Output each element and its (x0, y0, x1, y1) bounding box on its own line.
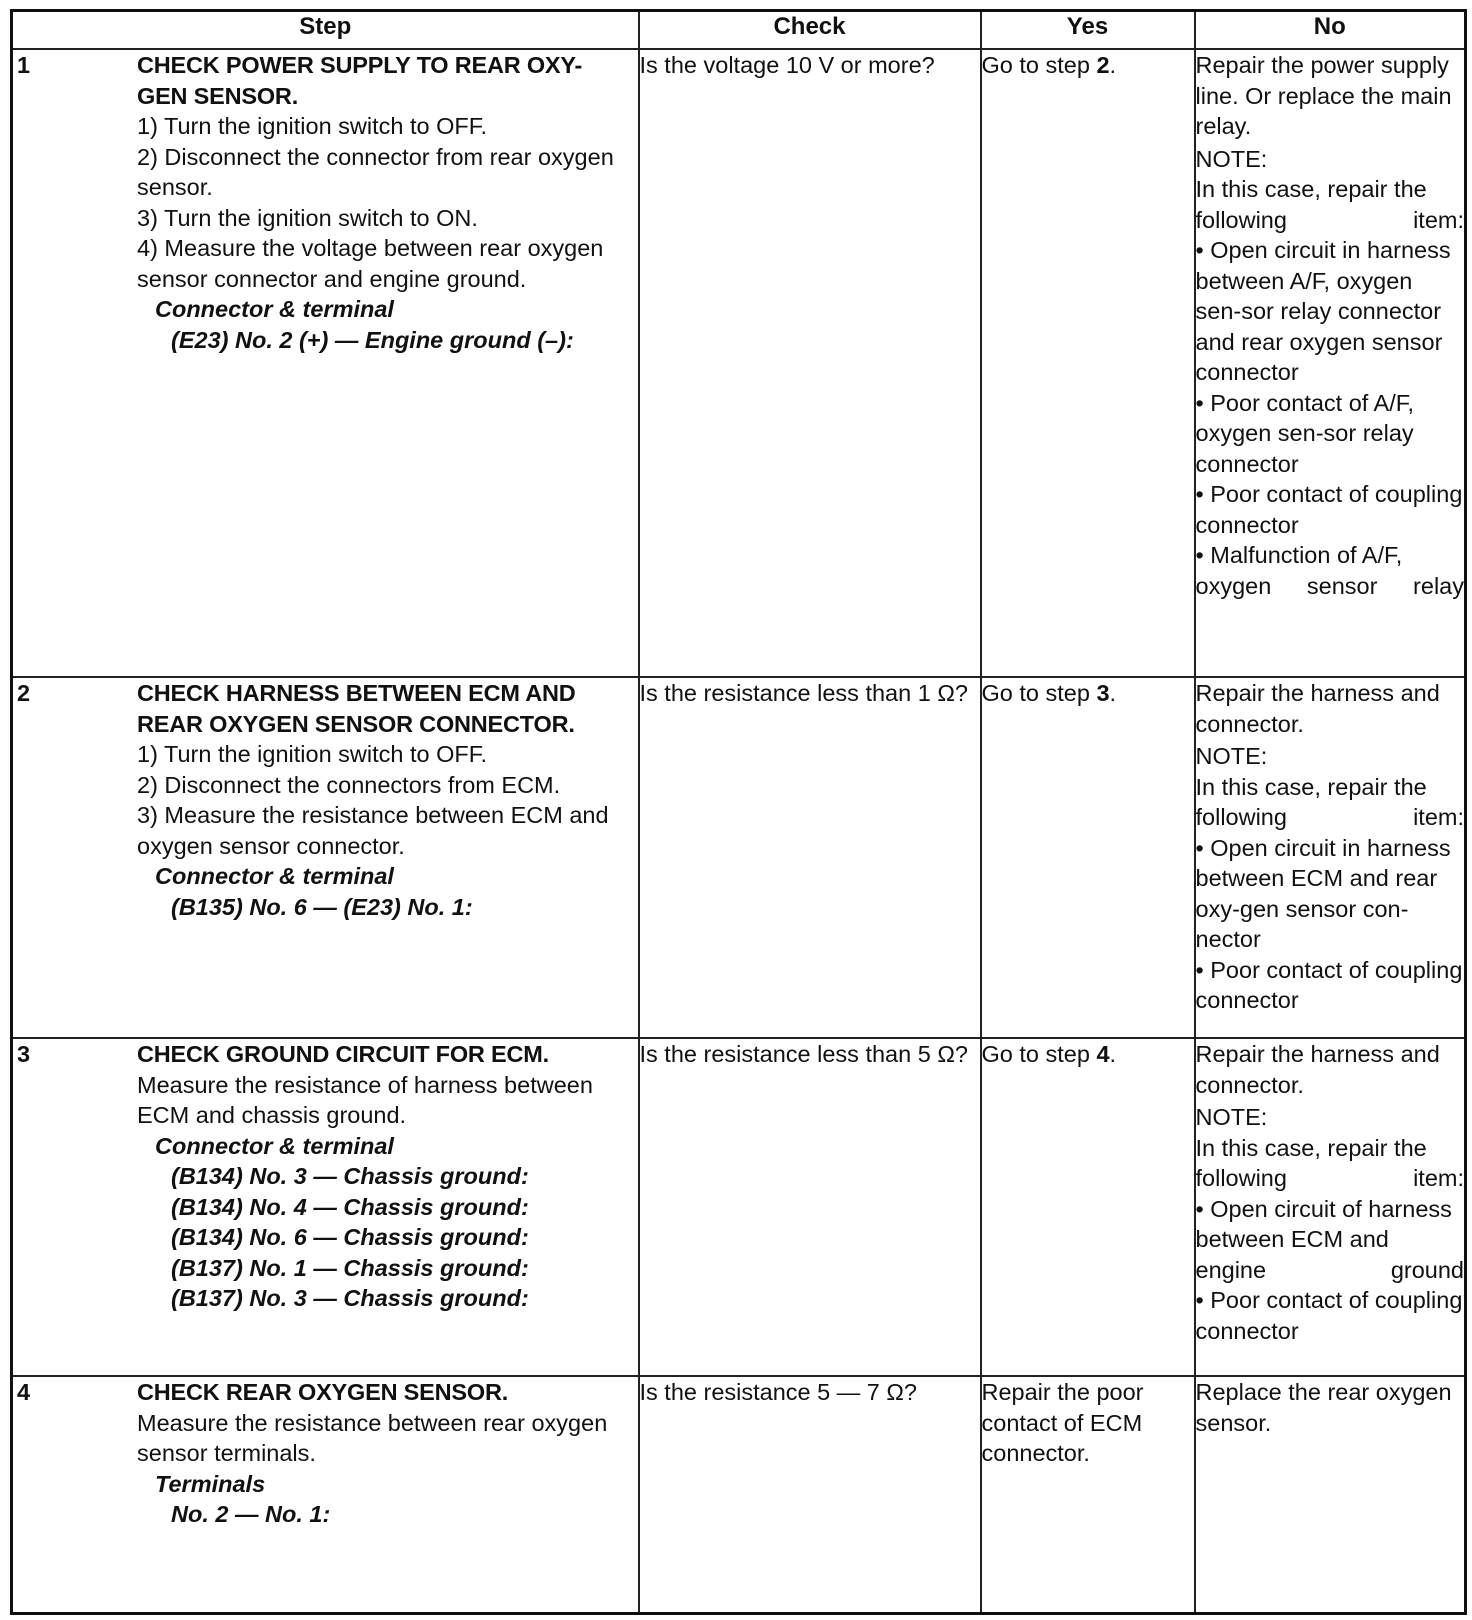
terminal-spec: No. 2 — No. 1: (171, 1501, 331, 1527)
step-instruction: Measure the resistance of harness between ECM and chassis ground. (137, 1071, 593, 1128)
yes-cell (981, 677, 1195, 1038)
note-intro: In this case, repair the following item: (1195, 1134, 1464, 1191)
terminal-label: Connector & terminal (155, 296, 394, 322)
yes-step: 4 (1096, 1041, 1110, 1067)
step-number: 3 (17, 1041, 31, 1067)
note-label: NOTE: (1195, 743, 1268, 769)
yes-prefix: Go to step (981, 680, 1097, 706)
note-intro: In this case, repair the following item: (1195, 773, 1464, 830)
yes-suffix: . (1109, 680, 1117, 706)
step-instruction: 2) Disconnect the connectors from ECM. (137, 771, 561, 798)
no-action: Repair the power supply line. Or replace the main relay. (1195, 52, 1452, 139)
check-cell: Is the resistance less than 5 Ω? (639, 1038, 981, 1376)
step-cell (12, 677, 639, 1038)
no-cell (1195, 677, 1466, 1038)
note-item: • Open circuit in harness between ECM and rear oxy-gen sensor con-nector (1195, 834, 1451, 952)
yes-prefix: Go to step (981, 1041, 1097, 1067)
check-cell: Is the resistance less than 1 Ω? (639, 677, 981, 1038)
step-number: 4 (17, 1379, 31, 1405)
note-item: • Poor contact of A/F, oxygen sen-sor relay connector (1195, 389, 1415, 477)
step-cell (12, 1038, 639, 1376)
yes-suffix: . (1109, 1041, 1117, 1067)
yes-step: 2 (1096, 52, 1110, 78)
note-item: • Open circuit in harness between A/F, oxygen sen-sor relay connector and rear oxygen sensor connector (1195, 237, 1451, 385)
terminal-spec: (B137) No. 1 — Chassis ground: (171, 1254, 529, 1281)
yes-cell (981, 49, 1195, 677)
header-row (12, 11, 1466, 50)
step-instruction: 2) Disconnect the connector from rear oxygen sensor. (137, 143, 614, 200)
note-label: NOTE: (1195, 1104, 1268, 1130)
no-action: Replace the rear oxygen sensor. (1195, 1379, 1452, 1436)
header-check: Check (639, 11, 981, 50)
header-step: Step (12, 11, 639, 50)
terminal-label: Connector & terminal (155, 1132, 394, 1159)
step-instruction: Measure the resistance between rear oxygen sensor terminals. (137, 1409, 608, 1466)
step-title: CHECK POWER SUPPLY TO REAR OXY- (137, 52, 583, 78)
no-cell (1195, 49, 1466, 677)
header-no: No (1195, 11, 1466, 50)
no-cell (1195, 1376, 1466, 1614)
yes-cell: Repair the poor contact of ECM connector. (981, 1376, 1195, 1614)
terminal-spec: (B135) No. 6 — (E23) No. 1: (171, 893, 473, 920)
step-title: CHECK HARNESS BETWEEN ECM AND (137, 680, 576, 706)
terminal-spec: (B134) No. 6 — Chassis ground: (171, 1224, 529, 1250)
terminal-spec: (B134) No. 3 — Chassis ground: (171, 1163, 529, 1189)
terminal-label: Terminals (155, 1470, 266, 1497)
step-instruction: 3) Turn the ignition switch to ON. (137, 204, 478, 231)
check-cell: Is the resistance 5 — 7 Ω? (639, 1376, 981, 1614)
note-item: • Poor contact of coupling connector (1195, 956, 1463, 1013)
no-cell (1195, 1038, 1466, 1376)
header-yes: Yes (981, 11, 1195, 50)
note-item: • Open circuit of harness between ECM and engine ground (1195, 1195, 1464, 1283)
step-instruction: 1) Turn the ignition switch to OFF. (137, 741, 488, 767)
step-number: 1 (17, 52, 31, 78)
no-action: Repair the harness and connector. (1195, 680, 1440, 737)
yes-cell (981, 1038, 1195, 1376)
yes-step: 3 (1096, 680, 1110, 706)
terminal-spec: (E23) No. 2 (+) — Engine ground (–): (171, 326, 574, 353)
note-item: • Poor contact of coupling connector (1195, 481, 1463, 538)
note-item: • Malfunction of A/F, oxygen sensor relay (1195, 542, 1464, 599)
step-instruction: 3) Measure the resistance between ECM and oxygen sensor connector. (137, 802, 609, 859)
step-cell (12, 49, 639, 677)
step-cell (12, 1376, 639, 1614)
note-item: • Poor contact of coupling connector (1195, 1287, 1463, 1344)
yes-prefix: Go to step (981, 52, 1097, 78)
terminal-spec: (B134) No. 4 — Chassis ground: (171, 1193, 529, 1220)
step-title: REAR OXYGEN SENSOR CONNECTOR. (137, 710, 575, 737)
step-title: GEN SENSOR. (137, 82, 299, 109)
table-row (12, 1376, 1466, 1614)
step-instruction: 4) Measure the voltage between rear oxygen sensor connector and engine ground. (137, 235, 604, 292)
check-cell: Is the voltage 10 V or more? (639, 49, 981, 677)
step-title: CHECK GROUND CIRCUIT FOR ECM. (137, 1041, 549, 1067)
yes-suffix: . (1109, 52, 1117, 78)
note-intro: In this case, repair the following item: (1195, 176, 1464, 233)
note-label: NOTE: (1195, 145, 1268, 172)
step-instruction: 1) Turn the ignition switch to OFF. (137, 113, 488, 139)
terminal-spec: (B137) No. 3 — Chassis ground: (171, 1285, 529, 1311)
table-row (12, 677, 1466, 1038)
step-number: 2 (17, 680, 31, 706)
table-row (12, 1038, 1466, 1376)
no-action: Repair the harness and connector. (1195, 1041, 1440, 1098)
table-row (12, 49, 1466, 677)
terminal-label: Connector & terminal (155, 863, 394, 889)
step-title: CHECK REAR OXYGEN SENSOR. (137, 1379, 509, 1405)
diagnostic-table (10, 9, 1467, 1615)
